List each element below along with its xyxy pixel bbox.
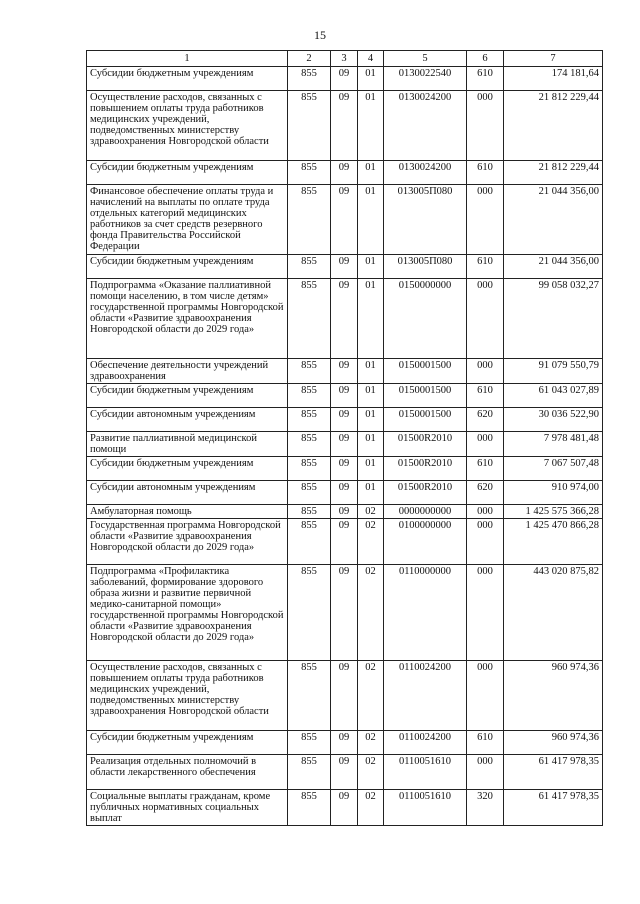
row-subsection: 02 xyxy=(358,661,384,731)
row-expense-type: 000 xyxy=(467,565,504,661)
row-subsection: 01 xyxy=(358,408,384,432)
row-target-article: 0150000000 xyxy=(384,279,467,359)
row-admin-code: 855 xyxy=(288,790,331,826)
table-row xyxy=(87,67,603,91)
table-row xyxy=(87,432,603,457)
row-name: Субсидии бюджетным учреждениям xyxy=(87,255,288,279)
row-section: 09 xyxy=(331,790,358,826)
row-target-article: 0110000000 xyxy=(384,565,467,661)
row-name: Субсидии автономным учреждениям xyxy=(87,481,288,505)
row-amount: 61 417 978,35 xyxy=(504,790,603,826)
row-subsection: 01 xyxy=(358,255,384,279)
row-section: 09 xyxy=(331,432,358,457)
table-row xyxy=(87,161,603,185)
row-section: 09 xyxy=(331,91,358,161)
row-name: Амбулаторная помощь xyxy=(87,505,288,519)
row-admin-code: 855 xyxy=(288,661,331,731)
table-row xyxy=(87,505,603,519)
row-name: Финансовое обеспечение оплаты труда и начислений на выплаты по оплате труда отдельных категорий медицинских работников за счет средств резервного фонда Правительства Российской Федерации xyxy=(87,185,288,255)
table-row xyxy=(87,565,603,661)
row-target-article: 01500R2010 xyxy=(384,432,467,457)
row-subsection: 01 xyxy=(358,384,384,408)
row-subsection: 02 xyxy=(358,731,384,755)
row-expense-type: 000 xyxy=(467,359,504,384)
row-subsection: 02 xyxy=(358,505,384,519)
row-target-article: 0130024200 xyxy=(384,91,467,161)
row-admin-code: 855 xyxy=(288,505,331,519)
row-target-article: 0110051610 xyxy=(384,790,467,826)
column-header: 4 xyxy=(358,51,384,67)
row-name: Государственная программа Новгородской области «Развитие здравоохранения Новгородской области до 2029 года» xyxy=(87,519,288,565)
row-admin-code: 855 xyxy=(288,731,331,755)
row-section: 09 xyxy=(331,755,358,790)
row-admin-code: 855 xyxy=(288,279,331,359)
row-subsection: 02 xyxy=(358,755,384,790)
budget-table xyxy=(86,50,603,826)
table-row xyxy=(87,790,603,826)
row-subsection: 01 xyxy=(358,279,384,359)
row-target-article: 0110024200 xyxy=(384,731,467,755)
row-name: Субсидии автономным учреждениям xyxy=(87,408,288,432)
table-row xyxy=(87,255,603,279)
row-amount: 61 417 978,35 xyxy=(504,755,603,790)
row-target-article: 0130024200 xyxy=(384,161,467,185)
row-subsection: 01 xyxy=(358,432,384,457)
row-section: 09 xyxy=(331,408,358,432)
row-section: 09 xyxy=(331,161,358,185)
table-header-row xyxy=(87,51,603,67)
row-name: Осуществление расходов, связанных с повышением оплаты труда работников медицинских учреждений, подведомственных министерству здравоохранения Новгородской области xyxy=(87,661,288,731)
table-row xyxy=(87,384,603,408)
row-section: 09 xyxy=(331,457,358,481)
row-subsection: 02 xyxy=(358,565,384,661)
row-target-article: 0150001500 xyxy=(384,359,467,384)
row-section: 09 xyxy=(331,661,358,731)
row-admin-code: 855 xyxy=(288,519,331,565)
table-row xyxy=(87,359,603,384)
row-name: Субсидии бюджетным учреждениям xyxy=(87,457,288,481)
column-header: 2 xyxy=(288,51,331,67)
row-name: Развитие паллиативной медицинской помощи xyxy=(87,432,288,457)
row-expense-type: 610 xyxy=(467,731,504,755)
row-amount: 21 812 229,44 xyxy=(504,161,603,185)
row-amount: 99 058 032,27 xyxy=(504,279,603,359)
column-header: 3 xyxy=(331,51,358,67)
row-amount: 443 020 875,82 xyxy=(504,565,603,661)
row-subsection: 02 xyxy=(358,790,384,826)
row-target-article: 0110024200 xyxy=(384,661,467,731)
column-header: 6 xyxy=(467,51,504,67)
row-amount: 21 812 229,44 xyxy=(504,91,603,161)
row-amount: 960 974,36 xyxy=(504,661,603,731)
column-header: 1 xyxy=(87,51,288,67)
table-row xyxy=(87,731,603,755)
row-amount: 7 978 481,48 xyxy=(504,432,603,457)
row-amount: 174 181,64 xyxy=(504,67,603,91)
row-subsection: 01 xyxy=(358,457,384,481)
table-body xyxy=(87,67,603,826)
row-target-article: 0000000000 xyxy=(384,505,467,519)
row-expense-type: 000 xyxy=(467,505,504,519)
row-amount: 30 036 522,90 xyxy=(504,408,603,432)
row-expense-type: 610 xyxy=(467,255,504,279)
row-section: 09 xyxy=(331,565,358,661)
row-expense-type: 610 xyxy=(467,457,504,481)
row-name: Осуществление расходов, связанных с повышением оплаты труда работников медицинских учреждений, подведомственных министерству здравоохранения Новгородской области xyxy=(87,91,288,161)
row-amount: 910 974,00 xyxy=(504,481,603,505)
row-name: Субсидии бюджетным учреждениям xyxy=(87,384,288,408)
row-target-article: 0110051610 xyxy=(384,755,467,790)
row-section: 09 xyxy=(331,519,358,565)
row-admin-code: 855 xyxy=(288,384,331,408)
column-header: 5 xyxy=(384,51,467,67)
row-amount: 91 079 550,79 xyxy=(504,359,603,384)
row-amount: 7 067 507,48 xyxy=(504,457,603,481)
row-name: Социальные выплаты гражданам, кроме публичных нормативных социальных выплат xyxy=(87,790,288,826)
row-amount: 61 043 027,89 xyxy=(504,384,603,408)
table-row xyxy=(87,91,603,161)
row-subsection: 01 xyxy=(358,91,384,161)
row-section: 09 xyxy=(331,359,358,384)
row-target-article: 01500R2010 xyxy=(384,481,467,505)
row-expense-type: 620 xyxy=(467,408,504,432)
row-name: Обеспечение деятельности учреждений здравоохранения xyxy=(87,359,288,384)
row-amount: 960 974,36 xyxy=(504,731,603,755)
row-name: Субсидии бюджетным учреждениям xyxy=(87,731,288,755)
row-admin-code: 855 xyxy=(288,565,331,661)
row-subsection: 01 xyxy=(358,481,384,505)
row-section: 09 xyxy=(331,67,358,91)
row-expense-type: 000 xyxy=(467,185,504,255)
column-header: 7 xyxy=(504,51,603,67)
row-section: 09 xyxy=(331,255,358,279)
row-expense-type: 320 xyxy=(467,790,504,826)
row-section: 09 xyxy=(331,731,358,755)
row-admin-code: 855 xyxy=(288,408,331,432)
row-admin-code: 855 xyxy=(288,255,331,279)
row-expense-type: 000 xyxy=(467,279,504,359)
table-row xyxy=(87,481,603,505)
row-expense-type: 000 xyxy=(467,519,504,565)
row-target-article: 0150001500 xyxy=(384,408,467,432)
row-amount: 1 425 575 366,28 xyxy=(504,505,603,519)
row-section: 09 xyxy=(331,185,358,255)
row-name: Подпрограмма «Профилактика заболеваний, формирование здорового образа жизни и развитие первичной медико-санитарной помощи» государственной программы Новгородской области «Развитие здравоохранения Новгородской области до 2029 года» xyxy=(87,565,288,661)
table-row xyxy=(87,279,603,359)
row-admin-code: 855 xyxy=(288,457,331,481)
row-subsection: 02 xyxy=(358,519,384,565)
row-expense-type: 610 xyxy=(467,161,504,185)
row-subsection: 01 xyxy=(358,359,384,384)
row-target-article: 013005П080 xyxy=(384,255,467,279)
table-row xyxy=(87,755,603,790)
table-row xyxy=(87,519,603,565)
page-number: 15 xyxy=(314,28,326,42)
row-target-article: 0100000000 xyxy=(384,519,467,565)
row-expense-type: 610 xyxy=(467,67,504,91)
row-section: 09 xyxy=(331,505,358,519)
row-target-article: 0150001500 xyxy=(384,384,467,408)
row-admin-code: 855 xyxy=(288,432,331,457)
row-expense-type: 000 xyxy=(467,661,504,731)
row-subsection: 01 xyxy=(358,67,384,91)
row-amount: 21 044 356,00 xyxy=(504,255,603,279)
row-admin-code: 855 xyxy=(288,359,331,384)
row-expense-type: 000 xyxy=(467,432,504,457)
row-expense-type: 000 xyxy=(467,755,504,790)
row-expense-type: 000 xyxy=(467,91,504,161)
row-admin-code: 855 xyxy=(288,91,331,161)
row-target-article: 0130022540 xyxy=(384,67,467,91)
row-expense-type: 610 xyxy=(467,384,504,408)
row-subsection: 01 xyxy=(358,185,384,255)
row-amount: 21 044 356,00 xyxy=(504,185,603,255)
row-name: Субсидии бюджетным учреждениям xyxy=(87,161,288,185)
row-subsection: 01 xyxy=(358,161,384,185)
row-name: Субсидии бюджетным учреждениям xyxy=(87,67,288,91)
row-section: 09 xyxy=(331,384,358,408)
table-row xyxy=(87,661,603,731)
table-row xyxy=(87,457,603,481)
row-target-article: 01500R2010 xyxy=(384,457,467,481)
row-name: Подпрограмма «Оказание паллиативной помощи населению, в том числе детям» государственной программы Новгородской области «Развитие здравоохранения Новгородской области до 2029 года» xyxy=(87,279,288,359)
row-target-article: 013005П080 xyxy=(384,185,467,255)
row-admin-code: 855 xyxy=(288,161,331,185)
row-admin-code: 855 xyxy=(288,185,331,255)
row-admin-code: 855 xyxy=(288,67,331,91)
table-row xyxy=(87,408,603,432)
row-name: Реализация отдельных полномочий в области лекарственного обеспечения xyxy=(87,755,288,790)
row-amount: 1 425 470 866,28 xyxy=(504,519,603,565)
row-section: 09 xyxy=(331,481,358,505)
row-admin-code: 855 xyxy=(288,481,331,505)
row-expense-type: 620 xyxy=(467,481,504,505)
row-admin-code: 855 xyxy=(288,755,331,790)
table-row xyxy=(87,185,603,255)
row-section: 09 xyxy=(331,279,358,359)
